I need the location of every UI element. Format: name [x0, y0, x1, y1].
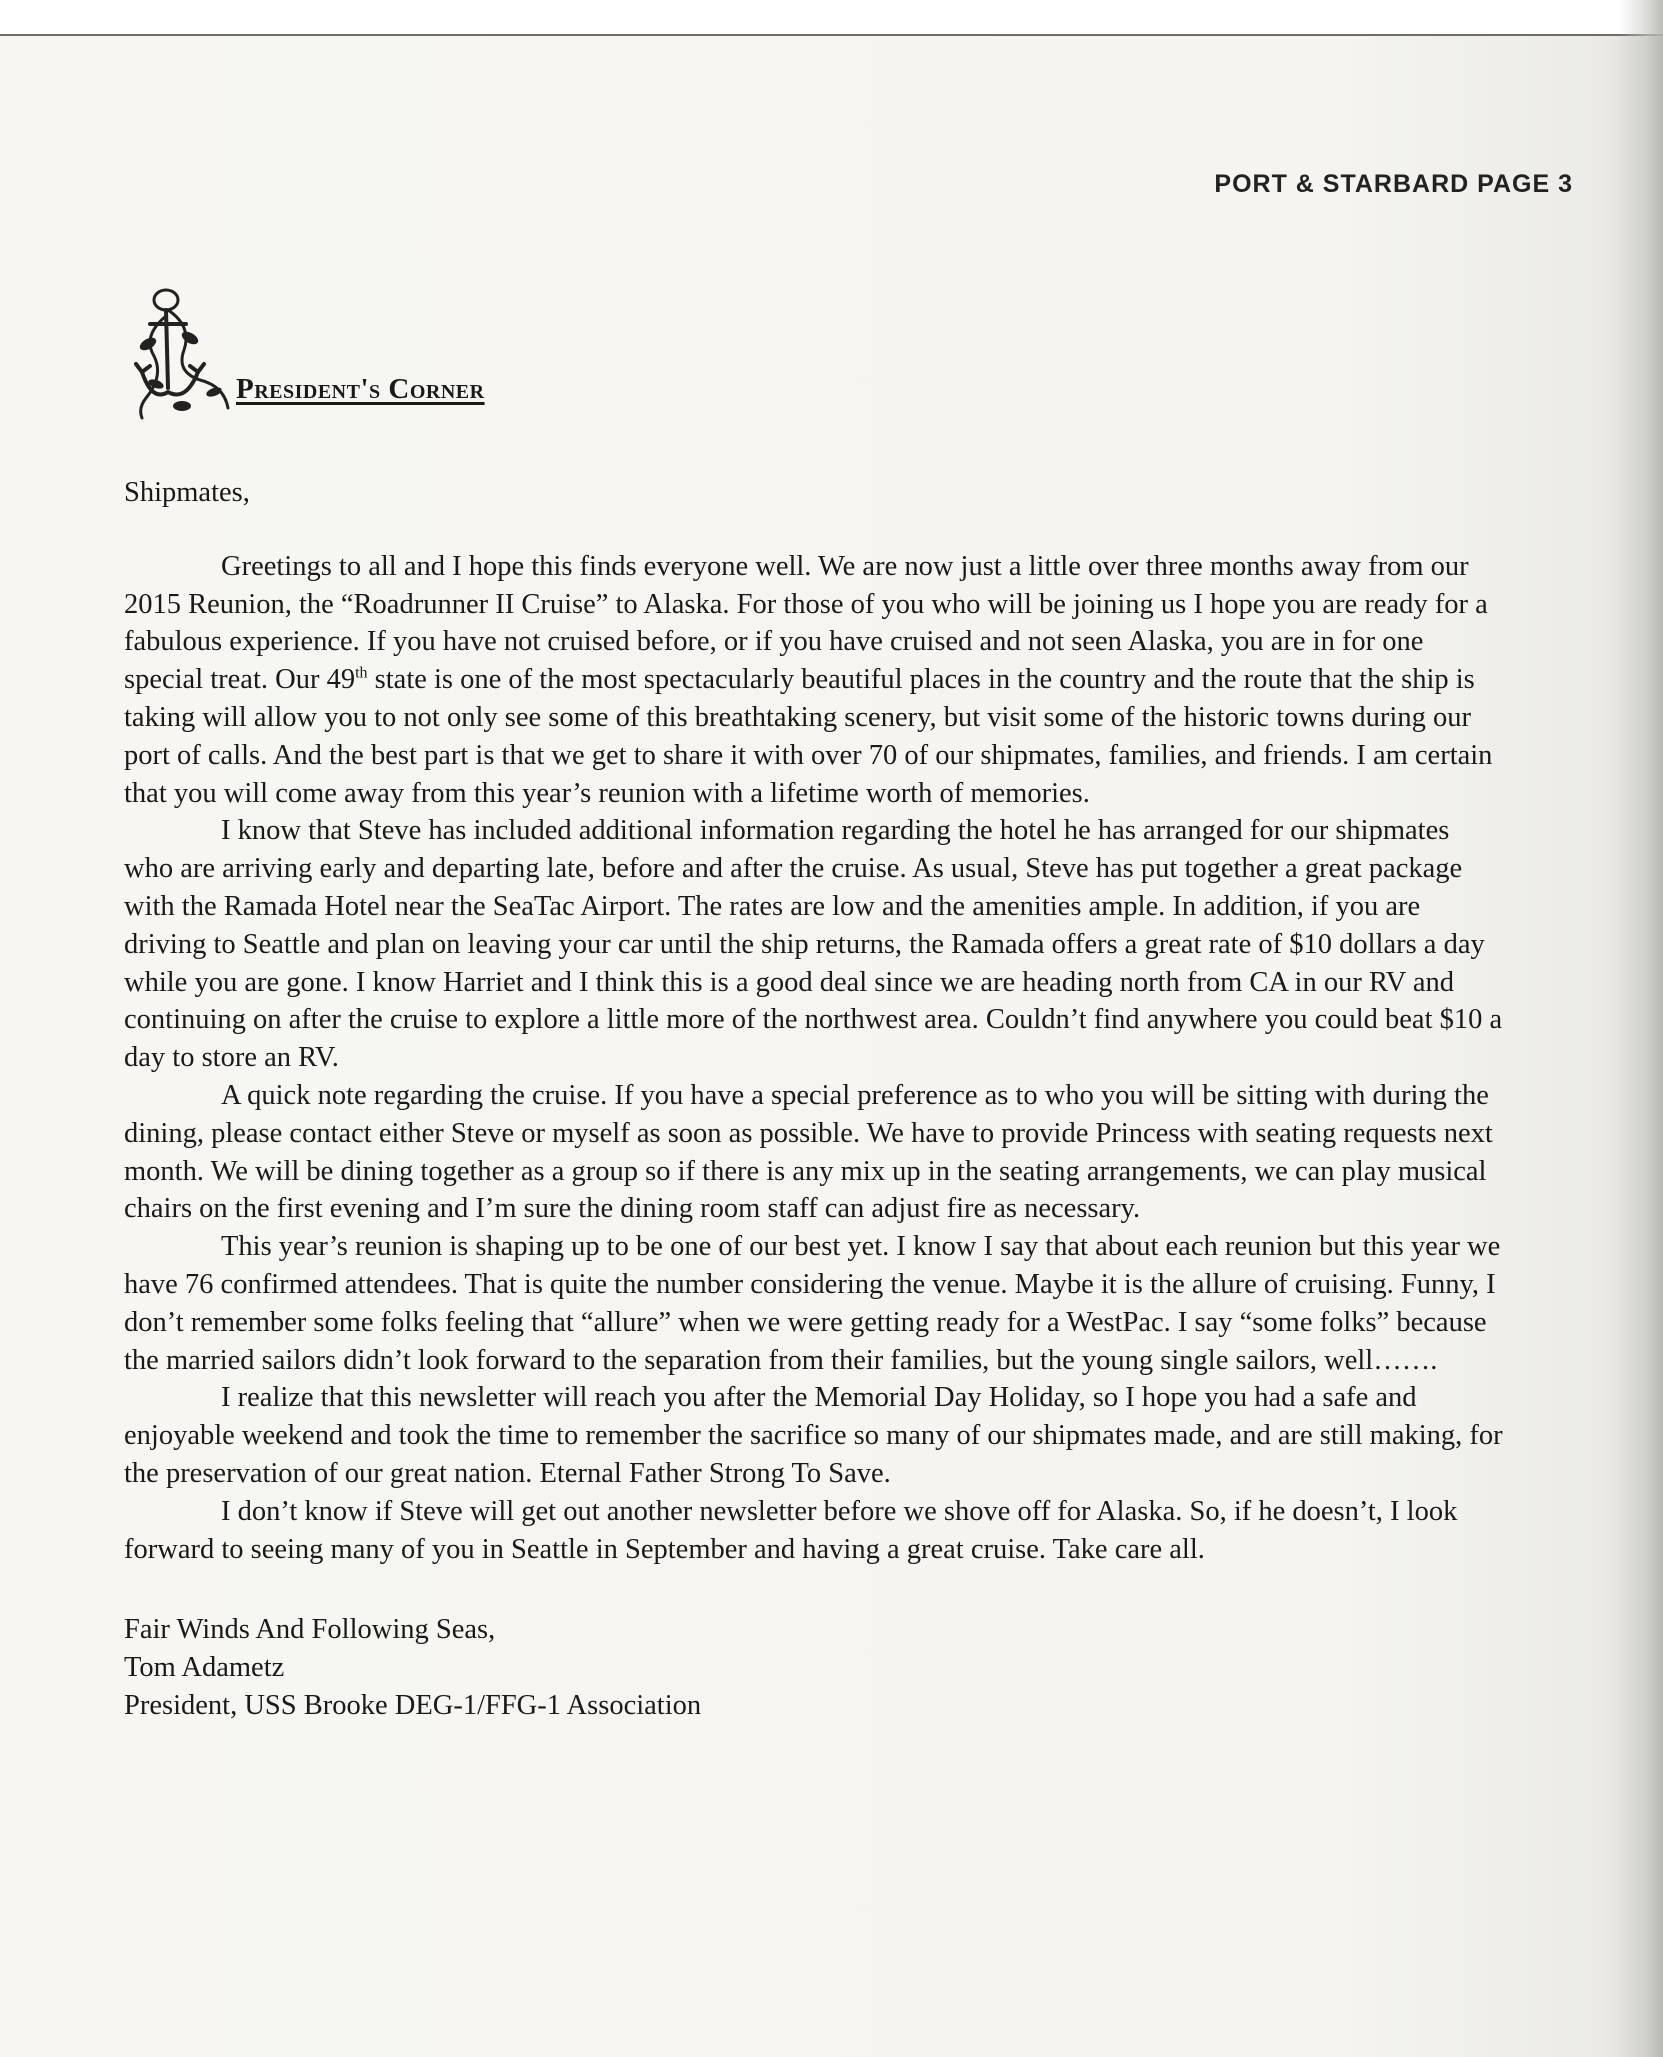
paragraph-4: This year’s reunion is shaping up to be one of our best yet. I know I say that about each reunion but this year we have 76 confirmed attendees. That is quite the number considering the venue. Maybe it is the allure of cruising. Funny, I don’t remember some folks feeling that “allure” when we were getting ready for a WestPac. I say “some folks” because the married sailors didn’t look forward to the separation from their families, but the young single sailors, well…….: [124, 1231, 1501, 1376]
scan-top-edge: [0, 0, 1663, 36]
paragraph-3: A quick note regarding the cruise. If you have a special preference as to who you will be sitting with during the dining, please contact either Steve or myself as soon as possible. We have to provide Princess with seating requests next month. We will be dining together as a group so if there is any mix up in the seating arrangements, we can play musical chairs on the first evening and I’m sure the dining room staff can adjust fire as necessary.: [124, 1079, 1493, 1225]
ordinal-suffix: th: [355, 664, 368, 682]
letter-body: [124, 474, 1504, 1725]
closing-line: Fair Winds And Following Seas,: [124, 1614, 496, 1646]
paragraph-1: [124, 548, 1504, 813]
signer-title: President, USS Brooke DEG-1/FFG-1 Association: [124, 1689, 702, 1721]
paragraph-6: I don’t know if Steve will get out another newsletter before we shove off for Alaska. So, if he doesn’t, I look forward to seeing many of you in Seattle in September and having a great cruise. Take care all.: [124, 1495, 1458, 1565]
section-title: President's Corner: [236, 373, 485, 405]
paragraph-2: I know that Steve has included additional information regarding the hotel he has arranged for our shipmates who are arriving early and departing late, before and after the cruise. As usual, Steve has put together a great package with the Ramada Hotel near the SeaTac Airport. The rates are low and the amenities ample. In addition, if you are driving to Seattle and plan on leaving your car until the ship returns, the Ramada offers a great rate of $10 dollars a day while you are gone. I know Harriet and I think this is a good deal since we are heading north from CA in our RV and continuing on after the cruise to explore a little more of the northwest area. Couldn’t find anywhere you could beat $10 a day to store an RV.: [124, 815, 1503, 1074]
signature-block: [124, 1611, 1504, 1724]
salutation: Shipmates,: [124, 477, 250, 508]
paragraph-5: I realize that this newsletter will reach you after the Memorial Day Holiday, so I hope you had a safe and enjoyable weekend and took the time to remember the sacrifice so many of our shipmates made, and are still making, for the preservation of our great nation. Eternal Father Strong To Save.: [124, 1382, 1503, 1489]
paragraph-1-part-a: Greetings to all and I hope this finds everyone well. We are now just a little over three months away from our 2015 Reunion, the “Roadrunner II Cruise” to Alaska. For those of you who will be joining us I hope you are ready for a fabulous experience. If you have not cruised before, or if you have cruised and not seen Alaska, you are in for one special treat. Our 49: [124, 550, 1488, 696]
paragraph-1-part-b: state is one of the most spectacularly beautiful places in the country and the route that the ship is taking will allow you to not only see some of this breathtaking scenery, but visit some of the historic towns during our port of calls. And the best part is that we get to share it with over 70 of our shipmates, families, and friends. I am certain that you will come away from this year’s reunion with a lifetime worth of memories.: [124, 664, 1493, 809]
anchor-emblem-icon: [128, 280, 238, 425]
signer-name: Tom Adametz: [124, 1652, 285, 1684]
page-header-label: PORT & STARBARD PAGE 3: [1214, 170, 1573, 198]
scan-right-fold-shadow: [1619, 0, 1663, 2057]
